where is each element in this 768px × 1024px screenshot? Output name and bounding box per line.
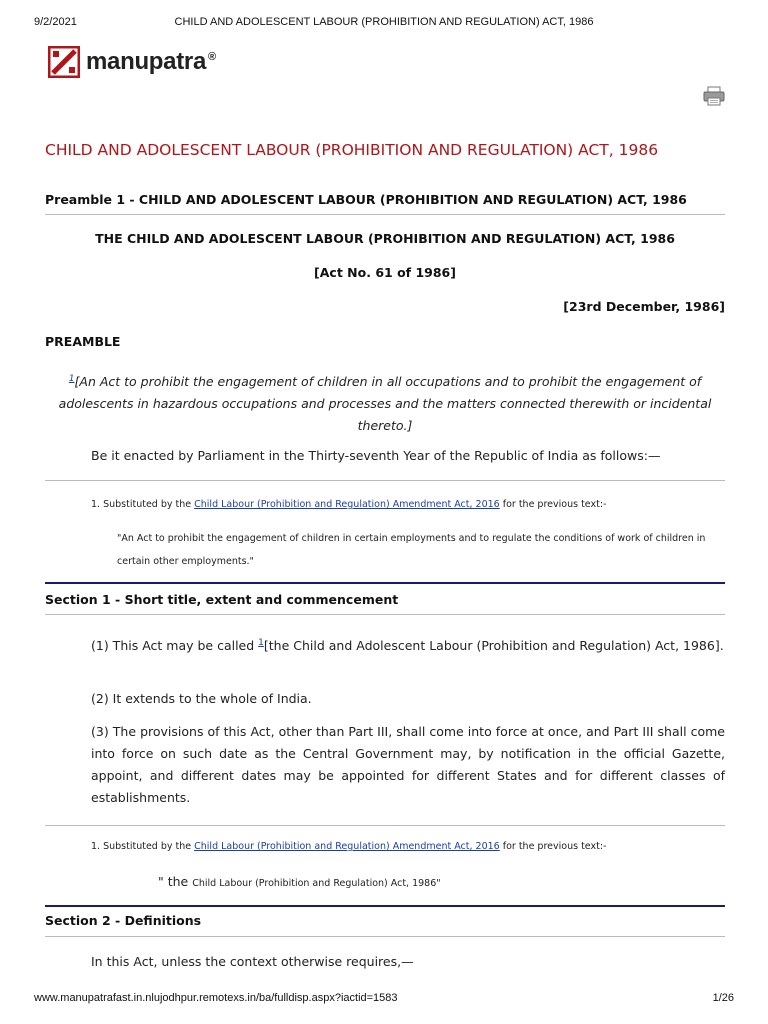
amendment-act-link[interactable]: Child Labour (Prohibition and Regulation) Amendment Act, 2016: [194, 499, 500, 510]
act-full-title: THE CHILD AND ADOLESCENT LABOUR (PROHIBITION AND REGULATION) ACT, 1986: [95, 231, 675, 246]
section-2-intro: In this Act, unless the context otherwise requires,—: [91, 954, 414, 969]
page-title: CHILD AND ADOLESCENT LABOUR (PROHIBITION AND REGULATION) ACT, 1986: [45, 141, 659, 159]
amendment-act-link[interactable]: Child Labour (Prohibition and Regulation) Amendment Act, 2016: [194, 841, 500, 852]
footnote-quote: "An Act to prohibit the engagement of children in certain employments and to regulate the conditions of work of children in certain other employments.": [117, 533, 706, 567]
section-1-clause-3: (3) The provisions of this Act, other than Part III, shall come into force at once, and Part III shall come into force on such date as the Central Government may, by notification in the official Gazette, appoint, and different dates may be appointed for different States and for different classes of establishments.: [91, 724, 725, 805]
footnote-quote: " the Child Labour (Prohibition and Regulation) Act, 1986": [158, 874, 441, 889]
section-2-heading: Section 2 - Definitions: [45, 913, 202, 928]
print-footer: [34, 992, 734, 1006]
footnote: 1. Substituted by the Child Labour (Prohibition and Regulation) Amendment Act, 2016 for the previous text:-: [91, 841, 607, 852]
preamble-text: $^1$[An Act to prohibit the engagement of children in all occupations and to prohibit the engagement of adolescents in hazardous occupations and processes and the matters connected therewith or incidental thereto.]: [58, 374, 712, 434]
divider: [45, 614, 725, 615]
section-1-clause-2: (2) It extends to the whole of India.: [91, 691, 312, 706]
divider: [45, 936, 725, 937]
preamble-label: PREAMBLE: [45, 334, 121, 349]
act-number: [Act No. 61 of 1986]: [314, 265, 456, 280]
footnote-ref-link[interactable]: 1: [68, 374, 75, 384]
preamble-heading: Preamble 1 - CHILD AND ADOLESCENT LABOUR (PROHIBITION AND REGULATION) ACT, 1986: [45, 192, 687, 207]
page-url: www.manupatrafast.in.nlujodhpur.remotexs.in/ba/fulldisp.aspx?iactid=1583: [34, 992, 398, 1004]
footnote: 1. Substituted by the Child Labour (Prohibition and Regulation) Amendment Act, 2016 for the previous text:-: [91, 499, 607, 510]
print-date: 9/2/2021: [34, 16, 77, 28]
section-1-clause-1: (1) This Act may be called $^1$[the Child and Adolescent Labour (Prohibition and Regulation) Act, 1986].: [91, 638, 724, 654]
print-header: [34, 16, 734, 30]
footnote-ref-link[interactable]: 1: [258, 638, 264, 648]
printer-icon[interactable]: [703, 86, 725, 106]
print-title: CHILD AND ADOLESCENT LABOUR (PROHIBITION AND REGULATION) ACT, 1986: [174, 16, 594, 28]
enacting-clause: Be it enacted by Parliament in the Thirty-seventh Year of the Republic of India as follows:—: [91, 448, 661, 463]
logo-wordmark: manupatra ®: [86, 48, 216, 75]
page-number: 1/26: [712, 992, 734, 1004]
manupatra-logo[interactable]: [48, 44, 216, 80]
divider: [45, 825, 725, 826]
act-date: [23rd December, 1986]: [563, 299, 725, 314]
manupatra-logo-icon: [48, 46, 80, 78]
section-divider: [45, 905, 725, 907]
divider: [45, 480, 725, 481]
divider: [45, 214, 725, 215]
section-1-heading: Section 1 - Short title, extent and commencement: [45, 592, 399, 607]
section-divider: [45, 582, 725, 584]
